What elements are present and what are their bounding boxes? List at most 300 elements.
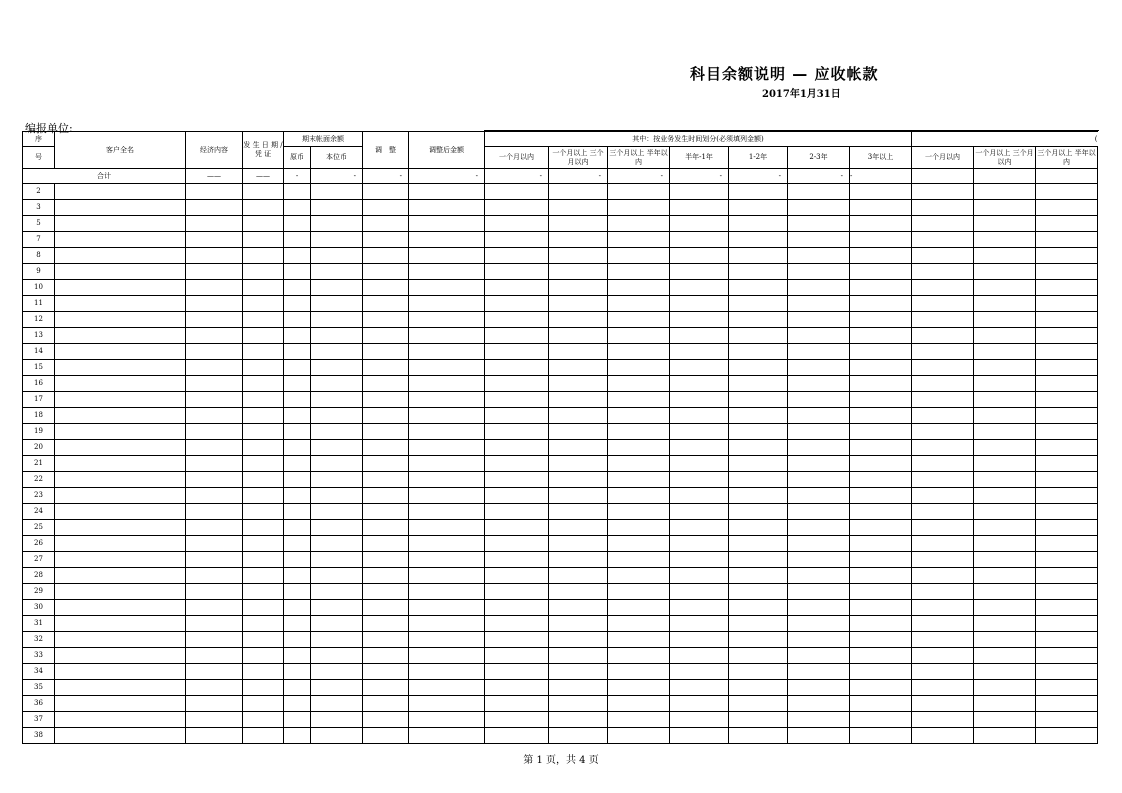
table-cell[interactable]	[850, 600, 912, 616]
table-cell[interactable]	[243, 408, 284, 424]
table-cell[interactable]	[243, 584, 284, 600]
table-cell[interactable]	[549, 280, 608, 296]
table-cell[interactable]	[850, 472, 912, 488]
table-cell[interactable]	[788, 200, 850, 216]
table-cell[interactable]	[670, 200, 729, 216]
table-cell[interactable]	[485, 296, 549, 312]
table-cell[interactable]	[549, 648, 608, 664]
table-cell[interactable]	[729, 296, 788, 312]
table-cell[interactable]	[243, 664, 284, 680]
table-cell[interactable]	[549, 200, 608, 216]
table-cell[interactable]	[670, 392, 729, 408]
table-cell[interactable]	[55, 360, 186, 376]
table-cell[interactable]	[284, 440, 311, 456]
table-cell[interactable]	[608, 248, 670, 264]
table-cell[interactable]	[974, 536, 1036, 552]
table-cell[interactable]	[363, 728, 409, 744]
table-cell[interactable]	[485, 616, 549, 632]
table-cell[interactable]	[608, 472, 670, 488]
table-cell[interactable]	[311, 552, 363, 568]
table-cell[interactable]	[850, 280, 912, 296]
table-cell[interactable]	[363, 520, 409, 536]
table-cell[interactable]	[788, 536, 850, 552]
table-cell[interactable]	[1036, 408, 1098, 424]
table-cell[interactable]	[409, 680, 485, 696]
table-cell[interactable]	[186, 328, 243, 344]
table-cell[interactable]	[788, 456, 850, 472]
table-cell[interactable]	[485, 248, 549, 264]
table-cell[interactable]	[186, 344, 243, 360]
table-cell[interactable]	[186, 680, 243, 696]
table-cell[interactable]	[284, 360, 311, 376]
table-cell[interactable]	[363, 216, 409, 232]
table-cell[interactable]	[729, 328, 788, 344]
table-cell[interactable]	[55, 600, 186, 616]
table-cell[interactable]	[788, 184, 850, 200]
table-cell[interactable]	[1036, 616, 1098, 632]
table-cell[interactable]	[55, 552, 186, 568]
table-cell[interactable]	[549, 440, 608, 456]
table-cell[interactable]	[670, 328, 729, 344]
table-cell[interactable]	[974, 184, 1036, 200]
table-cell[interactable]	[409, 488, 485, 504]
table-cell[interactable]	[284, 312, 311, 328]
table-cell[interactable]	[850, 696, 912, 712]
table-cell[interactable]	[485, 696, 549, 712]
table-cell[interactable]	[1036, 600, 1098, 616]
table-cell[interactable]	[55, 440, 186, 456]
table-cell[interactable]	[243, 248, 284, 264]
table-cell[interactable]	[729, 344, 788, 360]
table-cell[interactable]	[608, 696, 670, 712]
table-cell[interactable]	[409, 728, 485, 744]
table-cell[interactable]	[409, 472, 485, 488]
table-cell[interactable]	[363, 360, 409, 376]
table-cell[interactable]	[912, 488, 974, 504]
table-cell[interactable]	[55, 712, 186, 728]
table-cell[interactable]	[485, 648, 549, 664]
table-cell[interactable]	[485, 472, 549, 488]
table-cell[interactable]	[608, 456, 670, 472]
table-cell[interactable]	[549, 184, 608, 200]
table-cell[interactable]	[485, 664, 549, 680]
table-cell[interactable]	[608, 616, 670, 632]
table-cell[interactable]	[409, 600, 485, 616]
table-cell[interactable]	[729, 456, 788, 472]
table-cell[interactable]	[186, 264, 243, 280]
table-cell[interactable]	[311, 216, 363, 232]
table-cell[interactable]	[912, 392, 974, 408]
table-cell[interactable]	[670, 712, 729, 728]
table-cell[interactable]	[549, 408, 608, 424]
table-cell[interactable]	[186, 488, 243, 504]
table-cell[interactable]	[1036, 520, 1098, 536]
table-cell[interactable]	[243, 536, 284, 552]
table-cell[interactable]	[409, 552, 485, 568]
table-cell[interactable]	[284, 344, 311, 360]
table-cell[interactable]	[608, 488, 670, 504]
table-cell[interactable]	[363, 296, 409, 312]
table-cell[interactable]	[788, 344, 850, 360]
table-cell[interactable]	[549, 456, 608, 472]
table-cell[interactable]	[311, 520, 363, 536]
table-cell[interactable]	[243, 296, 284, 312]
table-cell[interactable]	[850, 536, 912, 552]
table-cell[interactable]	[55, 696, 186, 712]
table-cell[interactable]	[1036, 232, 1098, 248]
table-cell[interactable]	[729, 728, 788, 744]
table-cell[interactable]	[1036, 184, 1098, 200]
table-cell[interactable]	[363, 664, 409, 680]
table-cell[interactable]	[608, 264, 670, 280]
table-cell[interactable]	[974, 312, 1036, 328]
table-cell[interactable]	[974, 456, 1036, 472]
table-cell[interactable]	[186, 216, 243, 232]
table-cell[interactable]	[850, 376, 912, 392]
table-cell[interactable]	[284, 616, 311, 632]
table-cell[interactable]	[243, 264, 284, 280]
table-cell[interactable]	[608, 408, 670, 424]
table-cell[interactable]	[363, 264, 409, 280]
table-cell[interactable]	[912, 216, 974, 232]
table-cell[interactable]	[243, 712, 284, 728]
table-cell[interactable]	[284, 264, 311, 280]
table-cell[interactable]	[55, 632, 186, 648]
table-cell[interactable]	[55, 680, 186, 696]
table-cell[interactable]	[974, 296, 1036, 312]
table-cell[interactable]	[409, 264, 485, 280]
table-cell[interactable]	[284, 216, 311, 232]
table-cell[interactable]	[549, 664, 608, 680]
table-cell[interactable]	[788, 584, 850, 600]
table-cell[interactable]	[284, 328, 311, 344]
table-cell[interactable]	[549, 728, 608, 744]
table-cell[interactable]	[608, 376, 670, 392]
table-cell[interactable]	[485, 344, 549, 360]
table-cell[interactable]	[311, 440, 363, 456]
table-cell[interactable]	[284, 728, 311, 744]
table-cell[interactable]	[729, 184, 788, 200]
table-cell[interactable]	[311, 456, 363, 472]
table-cell[interactable]	[186, 600, 243, 616]
table-cell[interactable]	[608, 312, 670, 328]
table-cell[interactable]	[912, 312, 974, 328]
table-cell[interactable]	[284, 248, 311, 264]
table-cell[interactable]	[55, 424, 186, 440]
table-cell[interactable]	[549, 552, 608, 568]
table-cell[interactable]	[850, 664, 912, 680]
table-cell[interactable]	[284, 472, 311, 488]
table-cell[interactable]	[284, 536, 311, 552]
table-cell[interactable]	[912, 696, 974, 712]
table-cell[interactable]	[912, 472, 974, 488]
table-cell[interactable]	[1036, 488, 1098, 504]
table-cell[interactable]	[608, 728, 670, 744]
table-cell[interactable]	[485, 552, 549, 568]
table-cell[interactable]	[409, 344, 485, 360]
table-cell[interactable]	[670, 696, 729, 712]
table-cell[interactable]	[243, 488, 284, 504]
table-cell[interactable]	[311, 232, 363, 248]
table-cell[interactable]	[549, 328, 608, 344]
table-cell[interactable]	[670, 664, 729, 680]
table-cell[interactable]	[55, 216, 186, 232]
table-cell[interactable]	[974, 248, 1036, 264]
table-cell[interactable]	[974, 200, 1036, 216]
table-cell[interactable]	[243, 632, 284, 648]
table-cell[interactable]	[409, 440, 485, 456]
table-cell[interactable]	[729, 584, 788, 600]
table-cell[interactable]	[284, 552, 311, 568]
table-cell[interactable]	[186, 696, 243, 712]
table-cell[interactable]	[186, 248, 243, 264]
table-cell[interactable]	[1036, 264, 1098, 280]
table-cell[interactable]	[850, 712, 912, 728]
table-cell[interactable]	[55, 328, 186, 344]
table-cell[interactable]	[788, 696, 850, 712]
table-cell[interactable]	[608, 296, 670, 312]
table-cell[interactable]	[788, 568, 850, 584]
table-cell[interactable]	[409, 376, 485, 392]
table-cell[interactable]	[311, 408, 363, 424]
table-cell[interactable]	[409, 328, 485, 344]
table-cell[interactable]	[912, 456, 974, 472]
table-cell[interactable]	[788, 376, 850, 392]
table-cell[interactable]	[1036, 200, 1098, 216]
table-cell[interactable]	[850, 648, 912, 664]
table-cell[interactable]	[974, 424, 1036, 440]
table-cell[interactable]	[974, 504, 1036, 520]
table-cell[interactable]	[549, 488, 608, 504]
table-cell[interactable]	[363, 584, 409, 600]
table-cell[interactable]	[311, 360, 363, 376]
table-cell[interactable]	[729, 648, 788, 664]
table-cell[interactable]	[55, 264, 186, 280]
table-cell[interactable]	[186, 392, 243, 408]
table-cell[interactable]	[284, 296, 311, 312]
table-cell[interactable]	[974, 392, 1036, 408]
table-cell[interactable]	[55, 472, 186, 488]
table-cell[interactable]	[55, 568, 186, 584]
table-cell[interactable]	[850, 328, 912, 344]
table-cell[interactable]	[363, 312, 409, 328]
table-cell[interactable]	[485, 232, 549, 248]
table-cell[interactable]	[850, 184, 912, 200]
table-cell[interactable]	[485, 328, 549, 344]
table-cell[interactable]	[670, 616, 729, 632]
table-cell[interactable]	[485, 376, 549, 392]
table-cell[interactable]	[788, 520, 850, 536]
table-cell[interactable]	[311, 312, 363, 328]
table-cell[interactable]	[409, 584, 485, 600]
table-cell[interactable]	[485, 424, 549, 440]
table-cell[interactable]	[311, 712, 363, 728]
table-cell[interactable]	[670, 552, 729, 568]
table-cell[interactable]	[850, 200, 912, 216]
table-cell[interactable]	[409, 296, 485, 312]
table-cell[interactable]	[186, 456, 243, 472]
table-cell[interactable]	[670, 456, 729, 472]
table-cell[interactable]	[850, 456, 912, 472]
table-cell[interactable]	[549, 584, 608, 600]
table-cell[interactable]	[974, 328, 1036, 344]
table-cell[interactable]	[284, 184, 311, 200]
table-cell[interactable]	[912, 424, 974, 440]
table-cell[interactable]	[55, 616, 186, 632]
table-cell[interactable]	[788, 728, 850, 744]
table-cell[interactable]	[788, 600, 850, 616]
table-cell[interactable]	[912, 536, 974, 552]
table-cell[interactable]	[912, 344, 974, 360]
table-cell[interactable]	[363, 184, 409, 200]
table-cell[interactable]	[608, 584, 670, 600]
table-cell[interactable]	[284, 632, 311, 648]
table-cell[interactable]	[243, 376, 284, 392]
table-cell[interactable]	[729, 616, 788, 632]
table-cell[interactable]	[912, 280, 974, 296]
table-cell[interactable]	[409, 200, 485, 216]
table-cell[interactable]	[729, 520, 788, 536]
table-cell[interactable]	[284, 648, 311, 664]
table-cell[interactable]	[974, 696, 1036, 712]
table-cell[interactable]	[729, 664, 788, 680]
table-cell[interactable]	[409, 184, 485, 200]
table-cell[interactable]	[311, 328, 363, 344]
table-cell[interactable]	[186, 568, 243, 584]
table-cell[interactable]	[608, 200, 670, 216]
table-cell[interactable]	[912, 520, 974, 536]
table-cell[interactable]	[788, 488, 850, 504]
table-cell[interactable]	[850, 424, 912, 440]
table-cell[interactable]	[549, 504, 608, 520]
table-cell[interactable]	[912, 648, 974, 664]
table-cell[interactable]	[670, 680, 729, 696]
table-cell[interactable]	[729, 504, 788, 520]
table-cell[interactable]	[912, 552, 974, 568]
table-cell[interactable]	[549, 600, 608, 616]
table-cell[interactable]	[974, 232, 1036, 248]
table-cell[interactable]	[485, 584, 549, 600]
table-cell[interactable]	[729, 552, 788, 568]
table-cell[interactable]	[363, 200, 409, 216]
table-cell[interactable]	[788, 408, 850, 424]
table-cell[interactable]	[912, 632, 974, 648]
table-cell[interactable]	[850, 632, 912, 648]
table-cell[interactable]	[670, 440, 729, 456]
table-cell[interactable]	[55, 232, 186, 248]
table-cell[interactable]	[1036, 216, 1098, 232]
table-cell[interactable]	[850, 344, 912, 360]
table-cell[interactable]	[1036, 328, 1098, 344]
table-cell[interactable]	[608, 360, 670, 376]
table-cell[interactable]	[485, 488, 549, 504]
table-cell[interactable]	[670, 536, 729, 552]
table-cell[interactable]	[788, 232, 850, 248]
table-cell[interactable]	[243, 328, 284, 344]
table-cell[interactable]	[729, 440, 788, 456]
table-cell[interactable]	[243, 440, 284, 456]
table-cell[interactable]	[311, 648, 363, 664]
table-cell[interactable]	[850, 264, 912, 280]
table-cell[interactable]	[608, 184, 670, 200]
table-cell[interactable]	[549, 360, 608, 376]
table-cell[interactable]	[729, 536, 788, 552]
table-cell[interactable]	[1036, 728, 1098, 744]
table-cell[interactable]	[549, 472, 608, 488]
table-cell[interactable]	[729, 264, 788, 280]
table-cell[interactable]	[670, 360, 729, 376]
table-cell[interactable]	[1036, 504, 1098, 520]
table-cell[interactable]	[670, 312, 729, 328]
table-cell[interactable]	[243, 312, 284, 328]
table-cell[interactable]	[284, 424, 311, 440]
table-cell[interactable]	[284, 408, 311, 424]
table-cell[interactable]	[549, 536, 608, 552]
table-cell[interactable]	[608, 440, 670, 456]
table-cell[interactable]	[485, 216, 549, 232]
table-cell[interactable]	[363, 424, 409, 440]
table-cell[interactable]	[243, 648, 284, 664]
table-cell[interactable]	[243, 200, 284, 216]
table-cell[interactable]	[409, 312, 485, 328]
table-cell[interactable]	[1036, 248, 1098, 264]
table-cell[interactable]	[974, 472, 1036, 488]
table-cell[interactable]	[363, 712, 409, 728]
table-cell[interactable]	[186, 552, 243, 568]
table-cell[interactable]	[409, 216, 485, 232]
table-cell[interactable]	[788, 424, 850, 440]
table-cell[interactable]	[729, 472, 788, 488]
table-cell[interactable]	[729, 600, 788, 616]
table-cell[interactable]	[974, 600, 1036, 616]
table-cell[interactable]	[1036, 360, 1098, 376]
table-cell[interactable]	[608, 552, 670, 568]
table-cell[interactable]	[363, 472, 409, 488]
table-cell[interactable]	[549, 296, 608, 312]
table-cell[interactable]	[243, 728, 284, 744]
table-cell[interactable]	[409, 424, 485, 440]
table-cell[interactable]	[974, 568, 1036, 584]
table-cell[interactable]	[1036, 632, 1098, 648]
table-cell[interactable]	[186, 312, 243, 328]
table-cell[interactable]	[243, 600, 284, 616]
table-cell[interactable]	[974, 264, 1036, 280]
table-cell[interactable]	[311, 632, 363, 648]
table-cell[interactable]	[912, 680, 974, 696]
table-cell[interactable]	[409, 408, 485, 424]
table-cell[interactable]	[243, 696, 284, 712]
table-cell[interactable]	[409, 504, 485, 520]
table-cell[interactable]	[186, 536, 243, 552]
table-cell[interactable]	[912, 200, 974, 216]
table-cell[interactable]	[485, 728, 549, 744]
table-cell[interactable]	[608, 280, 670, 296]
table-cell[interactable]	[788, 360, 850, 376]
table-cell[interactable]	[788, 264, 850, 280]
table-cell[interactable]	[284, 664, 311, 680]
table-cell[interactable]	[850, 360, 912, 376]
table-cell[interactable]	[485, 264, 549, 280]
table-cell[interactable]	[311, 200, 363, 216]
table-cell[interactable]	[485, 200, 549, 216]
table-cell[interactable]	[1036, 296, 1098, 312]
table-cell[interactable]	[409, 696, 485, 712]
table-cell[interactable]	[186, 584, 243, 600]
table-cell[interactable]	[974, 280, 1036, 296]
table-cell[interactable]	[912, 728, 974, 744]
table-cell[interactable]	[55, 584, 186, 600]
table-cell[interactable]	[912, 360, 974, 376]
